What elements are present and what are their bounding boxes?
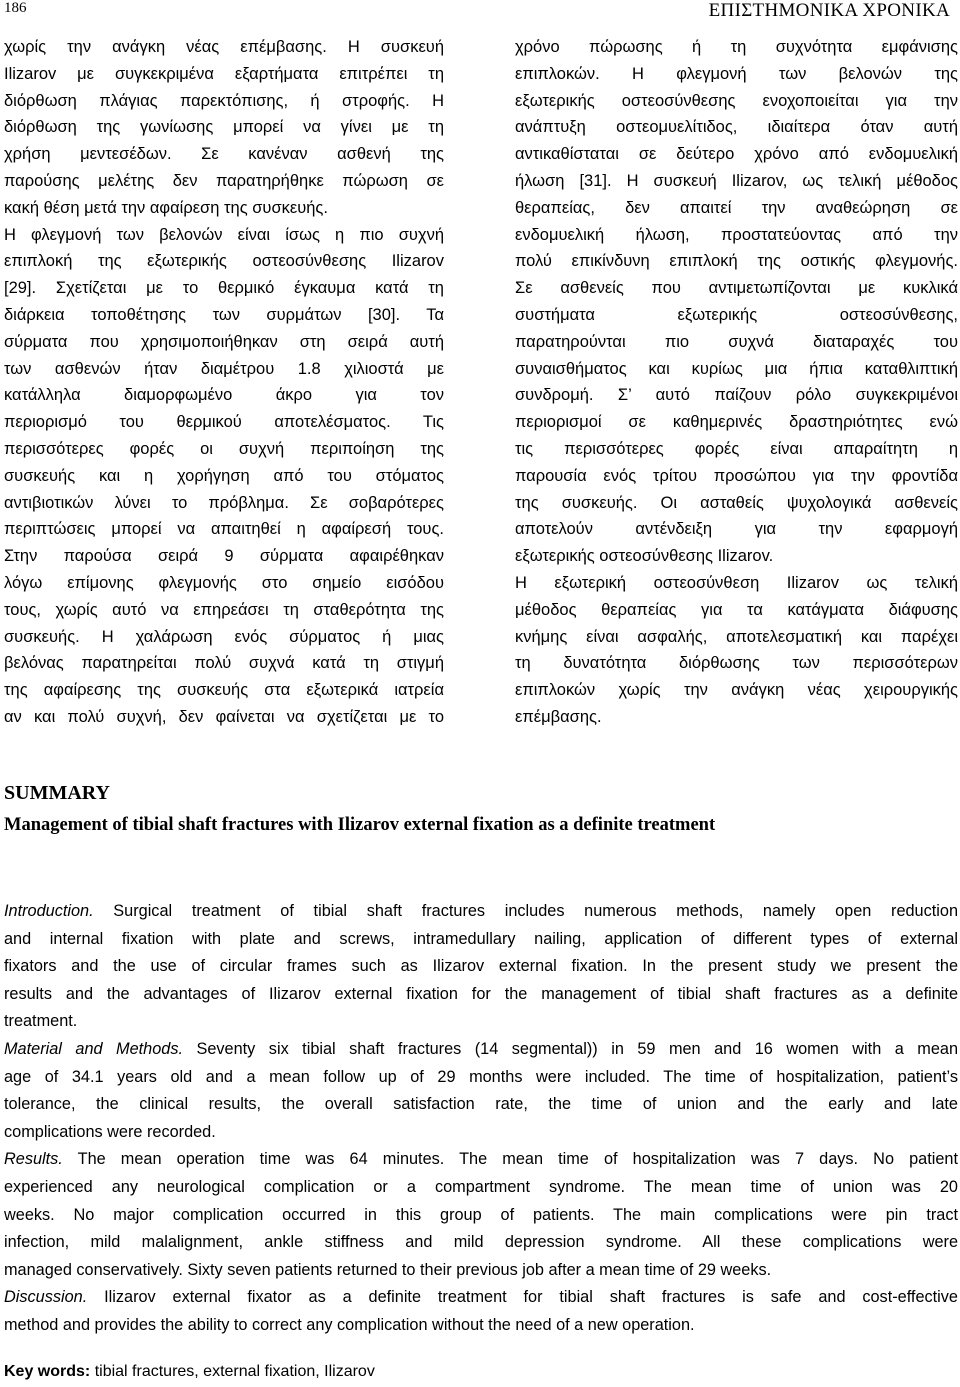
- text-line: συσκευής και η χορήγηση από του στόματος: [4, 466, 444, 485]
- text-line: κνήμης είναι ασφαλής, αποτελεσματική και παρέχει: [515, 627, 958, 646]
- page-number: 186: [4, 0, 27, 16]
- abstract-text: Ilizarov external fixator as a definite treatment for tibial shaft fractures is safe and cost-effective: [87, 1288, 958, 1307]
- text-line: παρατηρούνται πιο συχνά διαταραχές του: [515, 332, 958, 351]
- text-line: λόγω επίμονης φλεγμονής στο σημείο εισόδου: [4, 573, 444, 592]
- abstract-line: [4, 1036, 958, 1064]
- text-line: διόρθωση πλάγιας παρεκτόπισης, ή στροφής. Η: [4, 91, 444, 110]
- abstract-line: [4, 1146, 958, 1174]
- text-line: χρόνο πώρωσης ή τη συχνότητα εμφάνισης: [515, 38, 958, 56]
- text-line: βελόνας παρατηρείται πολύ συχνά κατά τη στιγμή: [4, 654, 444, 673]
- keywords-label: Key words:: [4, 1363, 91, 1380]
- text-line: διάρκεια τοποθέτησης των συρμάτων [30]. Τα: [4, 305, 444, 324]
- text-line: τη δυνατότητα διόρθωσης των περισσότερων: [515, 654, 958, 673]
- text-line: πολύ επικίνδυνη επιπλοκή της οστικής φλεγμονής.: [515, 252, 958, 271]
- abstract-line: age of 34.1 years old and a mean follow up of 29 months were included. The time of hospitalization, patient’s: [4, 1067, 958, 1086]
- methods-label: Material and Methods.: [4, 1039, 184, 1058]
- text-line: χρήση μεντεσέδων. Σε κανέναν ασθενή της: [4, 145, 444, 164]
- text-line: της αφαίρεσης της συσκευής στα εξωτερικά ιατρεία: [4, 681, 444, 700]
- text-line: Η φλεγμονή των βελονών είναι ίσως η πιο συχνή: [4, 225, 444, 244]
- text-line: παρούσης μελέτης δεν παρατηρήθηκε πώρωση σε: [4, 171, 444, 190]
- text-line: ενδομυελική ήλωση, προστατεύοντας από την: [515, 225, 958, 244]
- text-line: Στην παρούσα σειρά 9 σύρματα αφαιρέθηκαν: [4, 547, 444, 566]
- abstract-text: Seventy six tibial shaft fractures (14 segmental)) in 59 men and 16 women with a mean: [183, 1039, 958, 1058]
- text-line: διόρθωση της γωνίωσης μπορεί να γίνει με τη: [4, 118, 444, 137]
- abstract-line: [4, 898, 958, 926]
- abstract-line: results and the advantages of Ilizarov external fixation for the management of tibial shaft fractures as a definite: [4, 984, 958, 1003]
- results-label: Results.: [4, 1150, 63, 1169]
- text-line: αν και πολύ συχνή, δεν φαίνεται να σχετίζεται με το: [4, 707, 444, 726]
- text-line: κατάλληλα διαμορφωμένο άκρο για τον: [4, 386, 444, 405]
- text-line: επιπλοκή της εξωτερικής οστεοσύνθεσης Ilizarov: [4, 252, 444, 271]
- abstract-line: fixators and the use of circular frames such as Ilizarov external fixation. In the present study we present the: [4, 957, 958, 976]
- text-line: συστήματα εξωτερικής οστεοσύνθεσης,: [515, 305, 958, 324]
- introduction-label: Introduction.: [4, 902, 94, 920]
- keywords: [4, 1363, 375, 1381]
- text-line: χωρίς την ανάγκη νέας επέμβασης. Η συσκευή: [4, 38, 444, 56]
- text-line: αντικαθίσταται σε δεύτερο χρόνο από ενδομυελική: [515, 145, 958, 164]
- text-line: συναισθήματος και κυρίως μια ήπια καταθλιπτική: [515, 359, 958, 378]
- text-line: ανάπτυξη οστεομυελίτιδος, ιδιαίτερα όταν αυτή: [515, 118, 958, 137]
- text-line: περιπτώσεις μπορεί να απαιτηθεί η αφαίρεσή τους.: [4, 520, 444, 539]
- abstract-line: weeks. No major complication occurred in this group of patients. The main complications were pin tract: [4, 1205, 958, 1224]
- text-line: της συσκευής. Οι ασταθείς ψυχολογικά ασθενείς: [515, 493, 958, 512]
- text-line: σύρματα που χρησιμοποιήθηκαν στη σειρά αυτή: [4, 332, 444, 351]
- text-line: εξωτερικής οστεοσύνθεσης ενοχοποιείται για την: [515, 91, 958, 110]
- text-line: Σε ασθενείς που αντιμετωπίζονται με κυκλικά: [515, 279, 958, 298]
- text-line: περιορισμό του θερμικού αποτελέσματος. Τις: [4, 413, 444, 432]
- text-line: εξωτερικής οστεοσύνθεσης Ilizarov.: [515, 547, 774, 566]
- abstract-text: Surgical treatment of tibial shaft fractures includes numerous methods, namely open reduction: [93, 902, 958, 920]
- text-line: [29]. Σχετίζεται με το θερμικό έγκαυμα κατά τη: [4, 279, 444, 298]
- abstract-line: method and provides the ability to correct any complication without the need of a new operation.: [4, 1315, 695, 1334]
- text-line: των ασθενών ήταν διαμέτρου 1.8 χιλιοστά με: [4, 359, 444, 378]
- text-line: Ilizarov με συγκεκριμένα εξαρτήματα επιτρέπει τη: [4, 64, 444, 83]
- text-line: επιπλοκών. Η φλεγμονή των βελονών της: [515, 64, 958, 83]
- text-line: θεραπείας, δεν απαιτεί την αναθεώρηση σε: [515, 198, 958, 217]
- text-line: ήλωση [31]. Η συσκευή Ilizarov, ως τελική μέθοδος: [515, 171, 958, 190]
- abstract-line: infection, mild malalignment, ankle stiffness and mild depression syndrome. All these complications were: [4, 1233, 958, 1252]
- abstract: [4, 898, 958, 1340]
- abstract-line: managed conservatively. Sixty seven patients returned to their previous job after a mean time of 29 weeks.: [4, 1260, 772, 1279]
- text-line: Η εξωτερική οστεοσύνθεση Ilizarov ως τελική: [515, 573, 958, 592]
- text-line: επέμβασης.: [515, 707, 602, 726]
- abstract-line: experienced any neurological complication or a compartment syndrome. The mean time of union was 20: [4, 1177, 958, 1196]
- left-column: [4, 34, 444, 731]
- text-line: μέθοδος θεραπείας για τα κατάγματα διάφυσης: [515, 600, 958, 619]
- summary-title: Management of tibial shaft fractures with Ilizarov external fixation as a definite treatment: [4, 815, 716, 835]
- right-column: [515, 34, 958, 731]
- text-line: περιορισμοί σε καθημερινές δραστηριότητες ενώ: [515, 413, 958, 432]
- abstract-line: [4, 1284, 958, 1312]
- text-line: τους, χωρίς αυτό να επηρεάσει τη σταθερότητα της: [4, 600, 444, 619]
- text-line: παρουσία ενός τρίτου προσώπου για την φροντίδα: [515, 466, 958, 485]
- abstract-text: The mean operation time was 64 minutes. The mean time of hospitalization was 7 days. No patient: [62, 1150, 958, 1169]
- keywords-value: tibial fractures, external fixation, Ilizarov: [90, 1363, 375, 1380]
- text-line: επιπλοκών χωρίς την ανάγκη νέας χειρουργικής: [515, 681, 958, 700]
- text-line: τις περισσότερες φορές είναι απαραίτητη η: [515, 439, 958, 458]
- journal-title: ΕΠΙΣΤΗΜΟΝΙΚΑ ΧΡΟΝΙΚΑ: [708, 0, 950, 21]
- summary-heading: SUMMARY: [4, 782, 110, 804]
- abstract-line: treatment.: [4, 1012, 78, 1031]
- abstract-line: and internal fixation with plate and screws, intramedullary nailing, application of different types of external: [4, 929, 958, 948]
- text-line: κακή θέση μετά την αφαίρεση της συσκευής.: [4, 198, 328, 217]
- text-line: αποτελούν αντένδειξη για την εφαρμογή: [515, 520, 958, 539]
- text-line: συνδρομή. Σ’ αυτό παίζουν ρόλο συγκεκριμένοι: [515, 386, 958, 405]
- text-line: αντιβιοτικών λύνει το πρόβλημα. Σε σοβαρότερες: [4, 493, 444, 512]
- abstract-line: complications were recorded.: [4, 1122, 216, 1141]
- text-line: συσκευής. Η χαλάρωση ενός σύρματος ή μιας: [4, 627, 444, 646]
- abstract-line: tolerance, the clinical results, the overall satisfaction rate, the time of union and the early and late: [4, 1095, 958, 1114]
- text-line: περισσότερες φορές οι συχνή περιποίηση της: [4, 439, 444, 458]
- discussion-label: Discussion.: [4, 1288, 88, 1307]
